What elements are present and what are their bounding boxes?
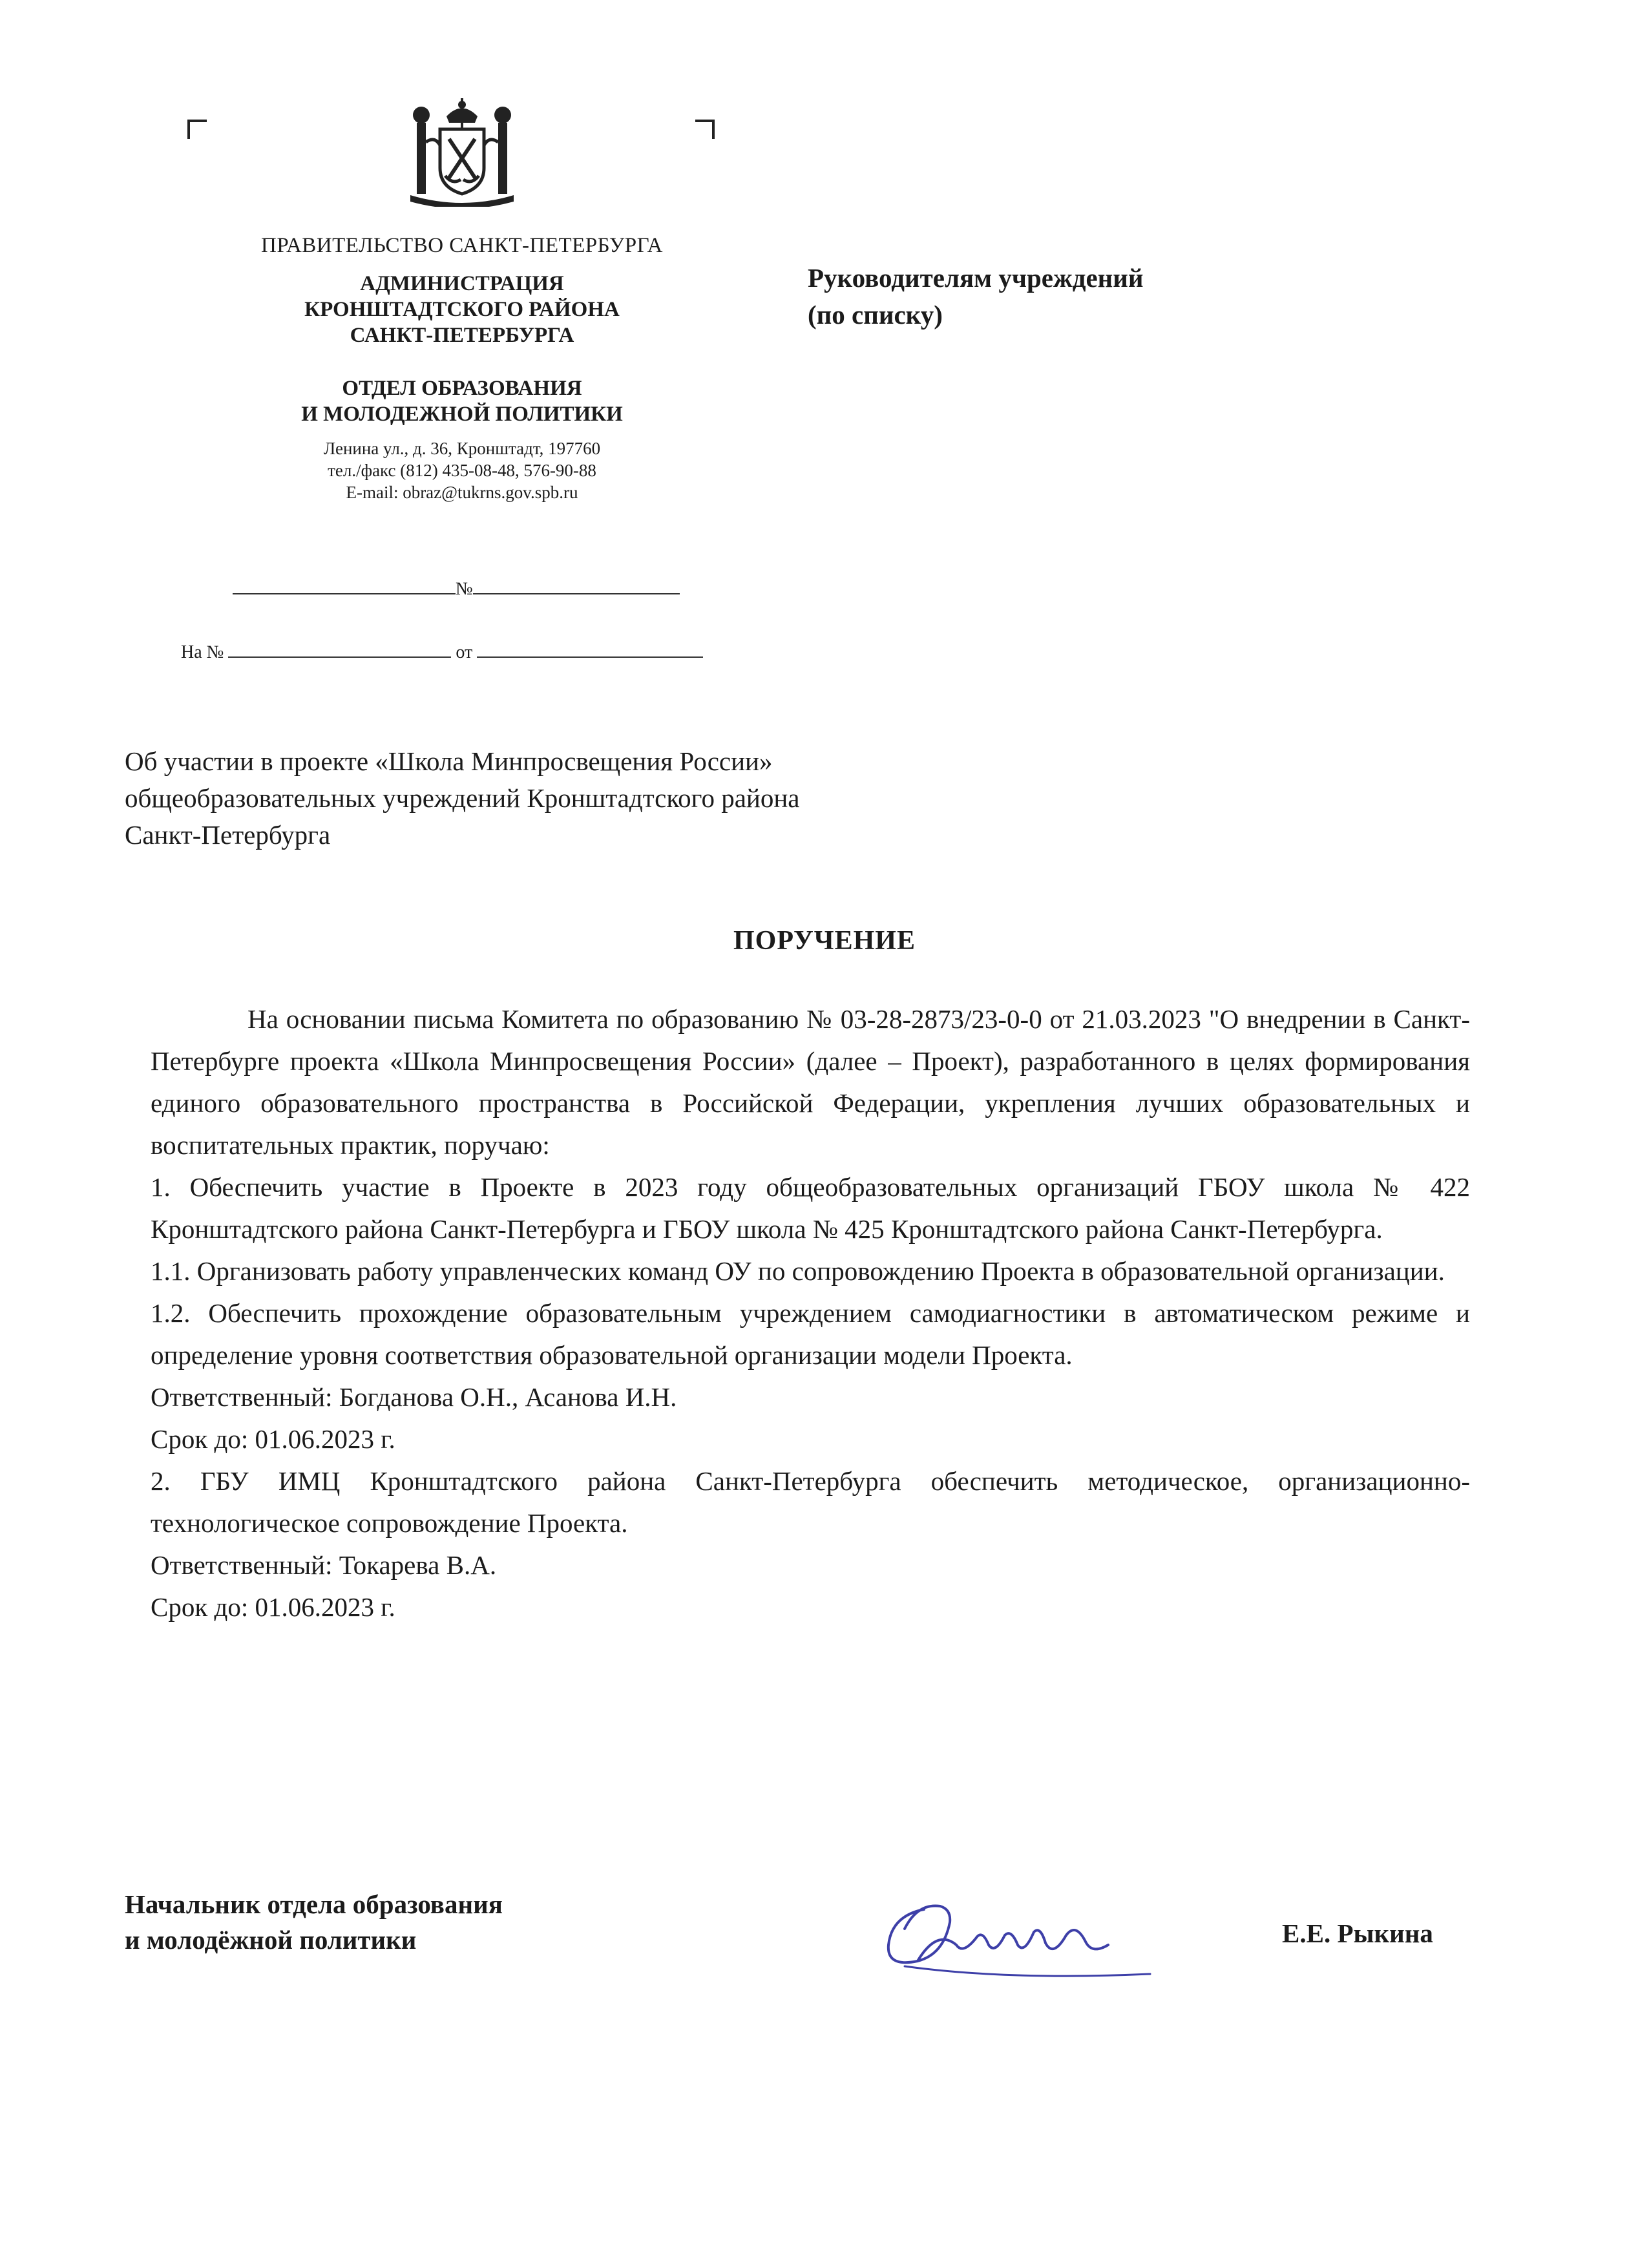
deadline-1: Срок до: 01.06.2023 г. bbox=[151, 1424, 395, 1454]
subject-line: общеобразовательных учреждений Кронштадтского района bbox=[125, 783, 800, 813]
letterhead bbox=[194, 97, 730, 503]
signatory-role-line: и молодёжной политики bbox=[125, 1925, 417, 1955]
intro-paragraph: На основании письма Комитета по образованию № 03-28-2873/23-0-0 от 21.03.2023 "О внедрении в Санкт-Петербурге проекта «Школа Минпросвещения России» (далее – Проект), разработанного в целях формирования единого образовательного пространства в Российской Федерации, укрепления лучших образовательных и воспитательных практик, поручаю: bbox=[151, 1004, 1470, 1160]
addressee-block bbox=[808, 260, 1144, 333]
administration-line: КРОНШТАДТСКОГО РАЙОНА bbox=[304, 298, 620, 321]
date-blank bbox=[233, 576, 456, 594]
reply-date-label: от bbox=[456, 642, 473, 662]
department-line: ОТДЕЛ ОБРАЗОВАНИЯ bbox=[342, 377, 582, 400]
department-name bbox=[194, 375, 730, 427]
phone-fax: тел./факс (812) 435-08-48, 576-90-88 bbox=[328, 461, 596, 480]
subject-block bbox=[125, 743, 800, 854]
document-body bbox=[151, 998, 1470, 1628]
government-name: ПРАВИТЕЛЬСТВО САНКТ-ПЕТЕРБУРГА bbox=[261, 234, 663, 257]
addressee-line: (по списку) bbox=[808, 300, 943, 330]
postal-address: Ленина ул., д. 36, Кронштадт, 197760 bbox=[323, 439, 601, 458]
email-address: E-mail: obraz@tukrns.gov.spb.ru bbox=[346, 483, 578, 502]
reply-number-label: На № bbox=[181, 642, 224, 662]
handwritten-signature bbox=[879, 1884, 1176, 1980]
addressee-line: Руководителям учреждений bbox=[808, 263, 1144, 293]
deadline-2: Срок до: 01.06.2023 г. bbox=[151, 1592, 395, 1622]
administration-name bbox=[194, 271, 730, 348]
responsible-1: Ответственный: Богданова О.Н., Асанова И.Н. bbox=[151, 1382, 677, 1412]
subject-line: Об участии в проекте «Школа Минпросвещения России» bbox=[125, 746, 773, 776]
item-1-2: 1.2. Обеспечить прохождение образовательным учреждением самодиагностики в автоматическом режиме и определение уровня соответствия образовательной организации модели Проекта. bbox=[151, 1298, 1470, 1370]
reply-number-blank bbox=[228, 640, 451, 658]
signatory-name: Е.Е. Рыкина bbox=[1282, 1918, 1433, 1948]
department-line: И МОЛОДЕЖНОЙ ПОЛИТИКИ bbox=[301, 403, 623, 426]
item-2: 2. ГБУ ИМЦ Кронштадтского района Санкт-Петербурга обеспечить методическое, организационно-технологическое сопровождение Проекта. bbox=[151, 1466, 1470, 1538]
department-contacts bbox=[194, 437, 730, 503]
subject-line: Санкт-Петербурга bbox=[125, 820, 331, 850]
number-blank bbox=[473, 576, 680, 594]
outgoing-number-line bbox=[233, 576, 691, 600]
reply-date-blank bbox=[477, 640, 703, 658]
number-sign: № bbox=[456, 579, 473, 599]
signatory-role-line: Начальник отдела образования bbox=[125, 1889, 503, 1919]
item-1: 1. Обеспечить участие в Проекте в 2023 году общеобразовательных организаций ГБОУ школа № 422 Кронштадтского района Санкт-Петербурга и ГБОУ школа № 425 Кронштадтского района Санкт-Петербурга. bbox=[151, 1172, 1470, 1244]
coat-of-arms-emblem-icon bbox=[404, 97, 520, 207]
document-title: ПОРУЧЕНИЕ bbox=[733, 926, 916, 956]
signatory-role bbox=[125, 1887, 503, 1958]
administration-line: САНКТ-ПЕТЕРБУРГА bbox=[350, 324, 574, 347]
administration-line: АДМИНИСТРАЦИЯ bbox=[360, 272, 564, 295]
reply-reference-line bbox=[181, 640, 737, 663]
responsible-2: Ответственный: Токарева В.А. bbox=[151, 1550, 497, 1580]
item-1-1: 1.1. Организовать работу управленческих команд ОУ по сопровождению Проекта в образовательной организации. bbox=[151, 1256, 1445, 1286]
